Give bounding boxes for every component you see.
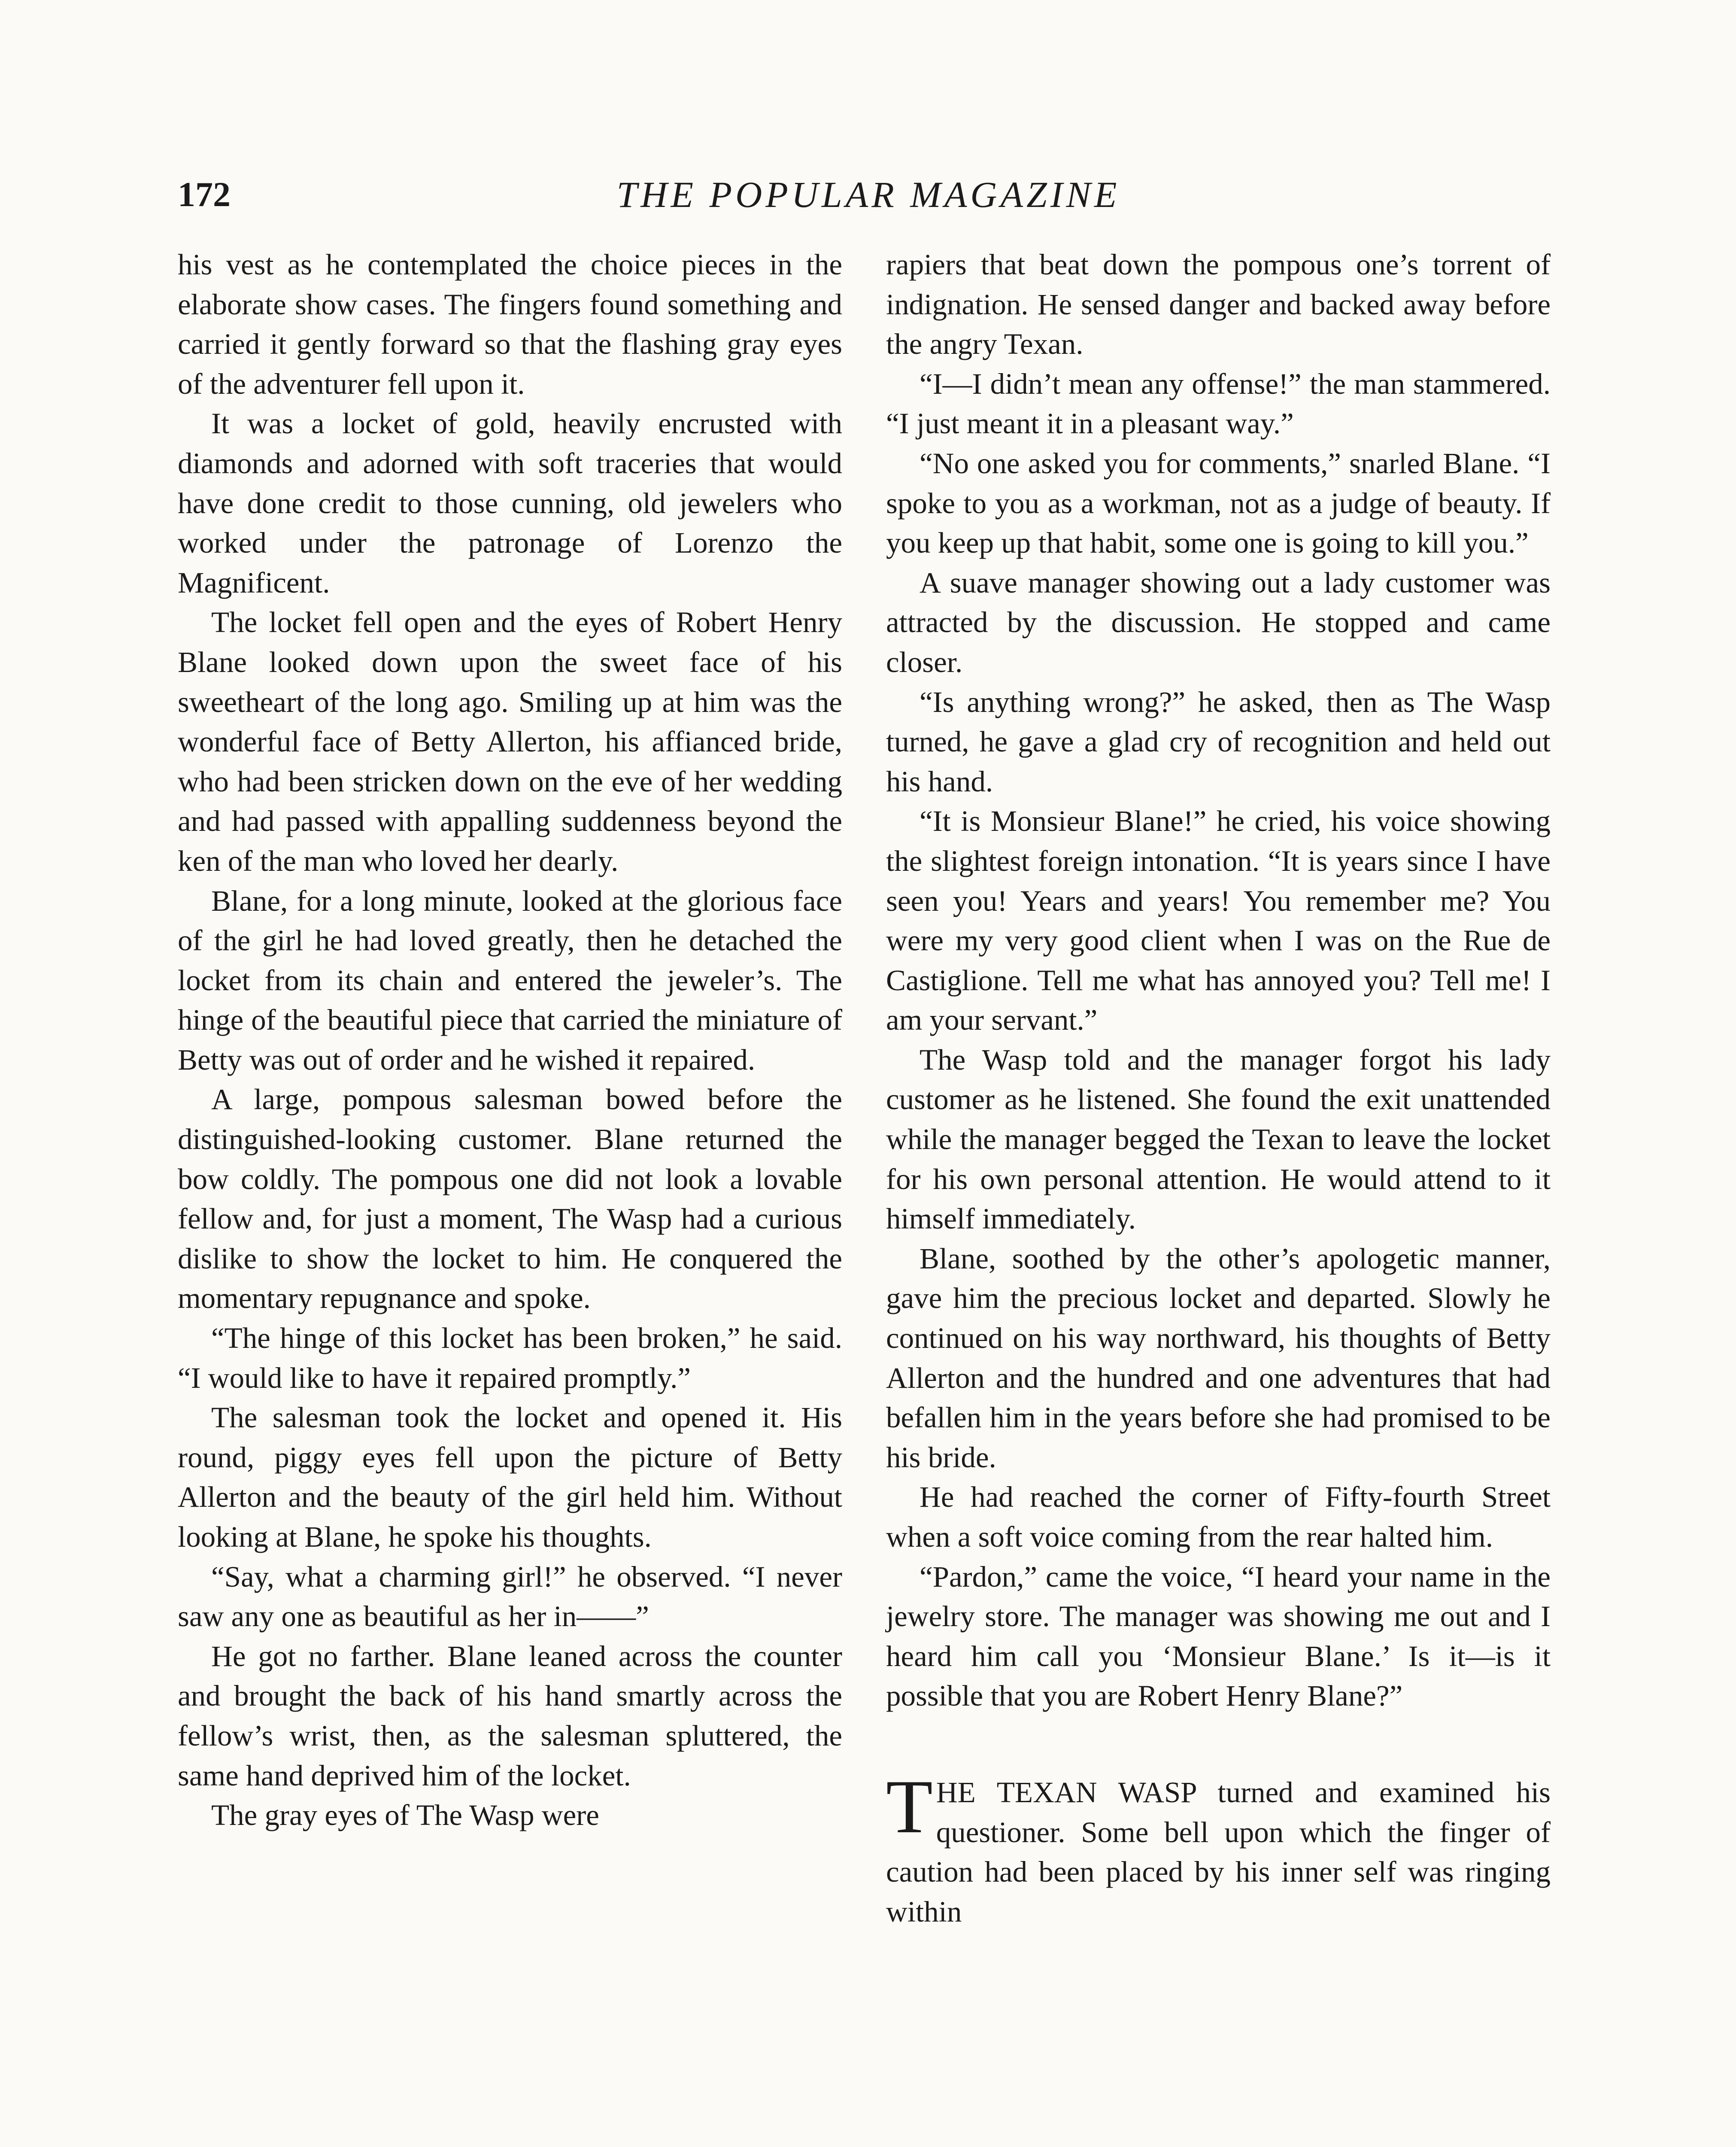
paragraph: The Wasp told and the manager forgot his lady customer as he listened. She found the exit unattended while the manager begged the Texan to leave the locket for his own personal attention. He would attend to it himself immediately.	[886, 1043, 1551, 1235]
paragraph: He got no farther. Blane leaned across the counter and brought the back of his hand smartly across the fellow’s wrist, then, as the salesman spluttered, the same hand deprived him of the locket.	[178, 1639, 842, 1792]
paragraph: A suave manager showing out a lady customer was attracted by the discussion. He stopped and came closer.	[886, 566, 1551, 678]
paragraph: “Say, what a charming girl!” he observed. “I never saw any one as beautiful as her in——”	[178, 1560, 842, 1633]
page-header	[178, 162, 1559, 227]
left-column	[178, 245, 842, 1835]
paragraph: “The hinge of this locket has been broken,” he said. “I would like to have it repaired promptly.”	[178, 1322, 842, 1394]
paragraph: It was a locket of gold, heavily encrusted with diamonds and adorned with soft traceries that would have done credit to those cunning, old jewelers who worked under the patronage of Lorenzo the Magnificent.	[178, 407, 842, 599]
paragraph: his vest as he contemplated the choice pieces in the elaborate show cases. The fingers found something and carried it gently forward so that the flashing gray eyes of the adventurer fell upon it.	[178, 248, 842, 400]
paragraph: The locket fell open and the eyes of Robert Henry Blane looked down upon the sweet face of his sweetheart of the long ago. Smiling up at him was the wonderful face of Betty Allerton, his affianced bride, who had been stricken down on the eve of her wedding and had passed with appalling suddenness beyond the ken of the man who loved her dearly.	[178, 606, 842, 877]
paragraph: A large, pompous salesman bowed before the distinguished-looking customer. Blane returned the bow coldly. The pompous one did not look a lovable fellow and, for just a moment, The Wasp had a curious dislike to show the locket to him. He conquered the momentary repugnance and spoke.	[178, 1083, 842, 1315]
paragraph: “Is anything wrong?” he asked, then as The Wasp turned, he gave a glad cry of recognition and held out his hand.	[886, 685, 1551, 798]
paragraph: “Pardon,” came the voice, “I heard your name in the jewelry store. The manager was showing me out and I heard him call you ‘Monsieur Blane.’ Is it—is it possible that you are Robert Henry Blane?”	[886, 1560, 1551, 1712]
paragraph: The salesman took the locket and opened it. His round, piggy eyes fell upon the picture of Betty Allerton and the beauty of the girl held him. Without looking at Blane, he spoke his thoughts.	[178, 1401, 842, 1553]
paragraph: He had reached the corner of Fifty-fourth Street when a soft voice coming from the rear halted him.	[886, 1481, 1551, 1553]
section-opening-text: HE TEXAN WASP turned and examined his questioner. Some bell upon which the finger of caution had been placed by his inner self was ringing within	[886, 1776, 1551, 1928]
paragraph: “It is Monsieur Blane!” he cried, his voice showing the slightest foreign intonation. “It is years since I have seen you! Years and years! You remember me? You were my very good client when I was on the Rue de Castiglione. Tell me what has annoyed you? Tell me! I am your servant.”	[886, 805, 1551, 1037]
paragraph: rapiers that beat down the pompous one’s torrent of indignation. He sensed danger and backed away before the angry Texan.	[886, 248, 1551, 361]
section-opening-paragraph	[886, 1764, 1551, 1931]
running-title: THE POPULAR MAGAZINE	[616, 174, 1120, 215]
right-column	[886, 245, 1551, 1931]
paragraph: “I—I didn’t mean any offense!” the man stammered. “I just meant it in a pleasant way.”	[886, 367, 1551, 440]
drop-cap: T	[886, 1764, 933, 1849]
page-number: 172	[178, 175, 231, 214]
paragraph: Blane, for a long minute, looked at the glorious face of the girl he had loved greatly, then he detached the locket from its chain and entered the jeweler’s. The hinge of the beautiful piece that carried the miniature of Betty was out of order and he wished it repaired.	[178, 884, 842, 1076]
paragraph: The gray eyes of The Wasp were	[211, 1799, 599, 1832]
paragraph: “No one asked you for comments,” snarled Blane. “I spoke to you as a workman, not as a judge of beauty. If you keep up that habit, some one is going to kill you.”	[886, 447, 1551, 560]
paragraph: Blane, soothed by the other’s apologetic manner, gave him the precious locket and departed. Slowly he continued on his way northward, his thoughts of Betty Allerton and the hundred and one adventures that had befallen him in the years before she had promised to be his bride.	[886, 1242, 1551, 1474]
